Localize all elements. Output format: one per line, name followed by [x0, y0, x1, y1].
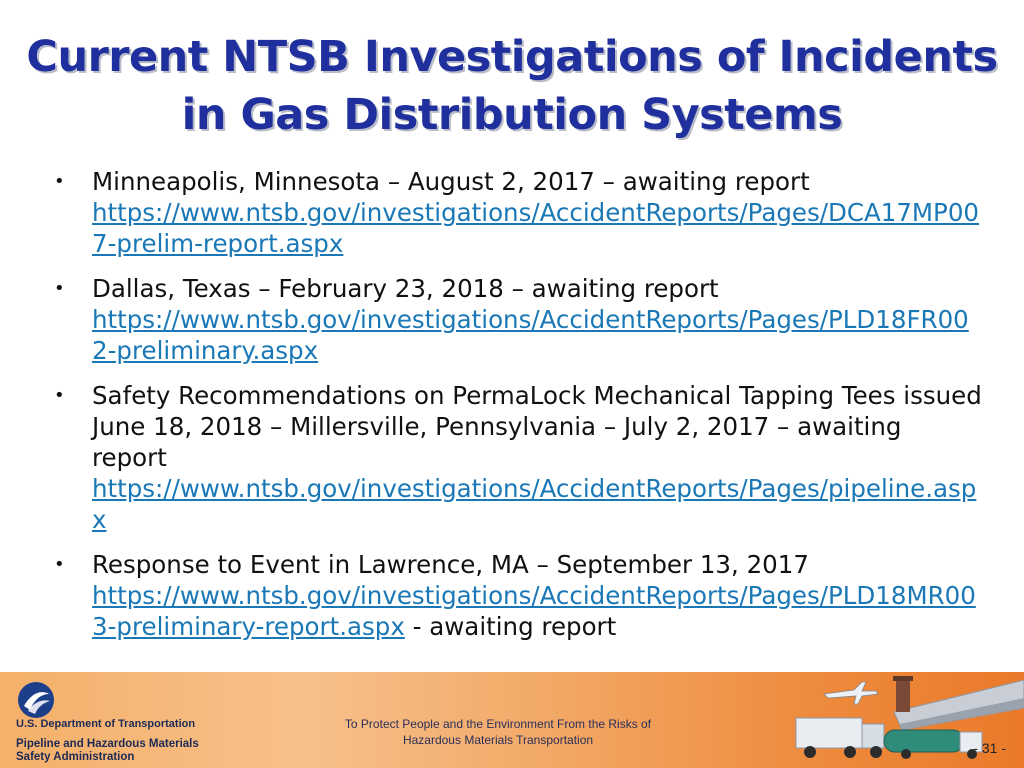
- bullet-list: [52, 166, 982, 656]
- bullet-dot-icon: •: [54, 171, 65, 192]
- footer-tagline: [318, 716, 678, 748]
- bullet-item: [52, 549, 982, 642]
- slide-title: Current NTSB Investigations of Incidents in Gas Distribution Systems: [26, 32, 998, 140]
- bullet-suffix: - awaiting report: [404, 612, 617, 641]
- ntsb-report-link[interactable]: https://www.ntsb.gov/investigations/AccidentReports/Pages/DCA17MP007-prelim-report.aspx: [92, 198, 980, 258]
- tagline-line: To Protect People and the Environment From the Risks of: [344, 717, 652, 731]
- department-name: U.S. Department of Transportation: [16, 718, 196, 730]
- bullet-dot-icon: •: [54, 278, 65, 299]
- ntsb-report-link[interactable]: https://www.ntsb.gov/investigations/AccidentReports/Pages/PLD18FR002-preliminary.aspx: [92, 305, 969, 365]
- bullet-text: Minneapolis, Minnesota – August 2, 2017 – awaiting report: [92, 167, 810, 196]
- bullet-item: [52, 380, 982, 535]
- page-number: - 31 -: [973, 740, 1006, 756]
- bullet-item: [52, 273, 982, 366]
- bullet-text: Dallas, Texas – February 23, 2018 – awaiting report: [92, 274, 719, 303]
- ntsb-report-link[interactable]: https://www.ntsb.gov/investigations/AccidentReports/Pages/pipeline.aspx: [92, 474, 977, 534]
- bullet-item: [52, 166, 982, 259]
- ntsb-report-link[interactable]: https://www.ntsb.gov/investigations/AccidentReports/Pages/PLD18MR003-preliminary-report.aspx: [92, 581, 976, 641]
- bullet-dot-icon: •: [54, 554, 65, 575]
- tagline-line: Hazardous Materials Transportation: [402, 733, 594, 747]
- dot-logo-icon: [16, 680, 56, 720]
- agency-name: Pipeline and Hazardous Materials Safety Administration: [16, 738, 199, 763]
- bullet-text: Safety Recommendations on PermaLock Mechanical Tapping Tees issued June 18, 2018 – Millersville, Pennsylvania – July 2, 2017 – awaiting report: [92, 381, 982, 472]
- bullet-dot-icon: •: [54, 385, 65, 406]
- bullet-text: Response to Event in Lawrence, MA – September 13, 2017: [92, 550, 809, 579]
- footer-banner: [0, 672, 1024, 768]
